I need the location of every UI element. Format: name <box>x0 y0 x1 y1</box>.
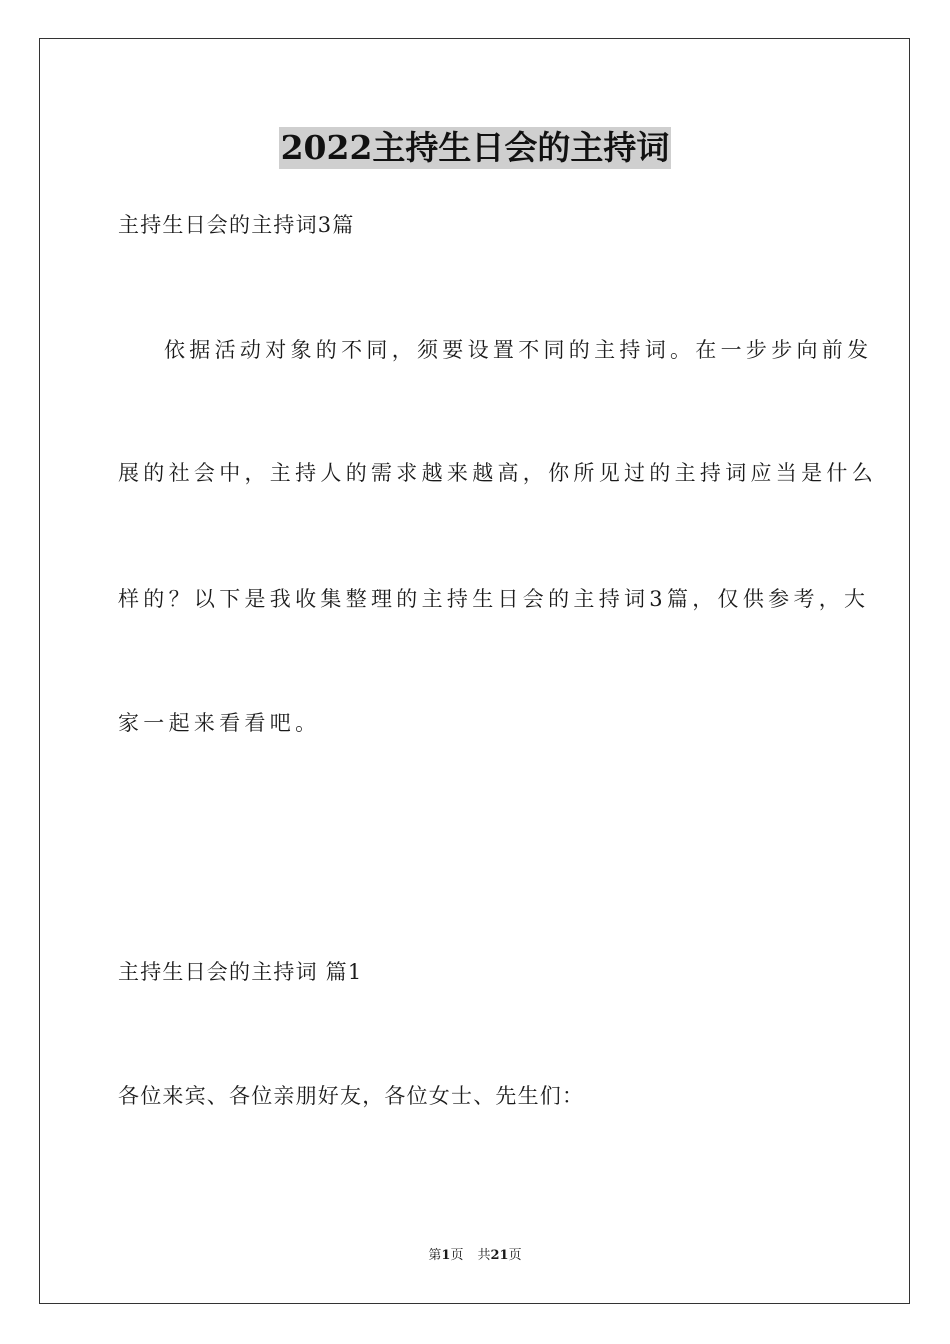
intro-line-1: 依据活动对象的不同，须要设置不同的主持词。在一步步向前发 <box>164 338 873 362</box>
title-container <box>0 127 950 169</box>
intro-line-2: 展的社会中，主持人的需求越来越高，你所见过的主持词应当是什么 <box>118 461 877 485</box>
document-title: 2022主持生日会的主持词 <box>280 128 670 167</box>
footer-total-suffix: 页 <box>508 1248 522 1263</box>
footer-page-number: 1 <box>441 1248 451 1263</box>
footer-page-prefix: 第 <box>428 1248 442 1263</box>
page-footer <box>0 1247 950 1265</box>
section-heading: 主持生日会的主持词 篇1 <box>118 960 363 984</box>
document-subtitle: 主持生日会的主持词3篇 <box>118 213 355 237</box>
footer-total-prefix: 共 <box>477 1248 491 1263</box>
intro-line-3: 样的？以下是我收集整理的主持生日会的主持词3篇，仅供参考，大 <box>118 587 870 611</box>
footer-page-suffix: 页 <box>450 1248 464 1263</box>
greeting-line: 各位来宾、各位亲朋好友，各位女士、先生们： <box>118 1084 585 1108</box>
intro-line-4: 家一起来看看吧。 <box>118 711 321 735</box>
footer-total-pages: 21 <box>490 1248 509 1263</box>
